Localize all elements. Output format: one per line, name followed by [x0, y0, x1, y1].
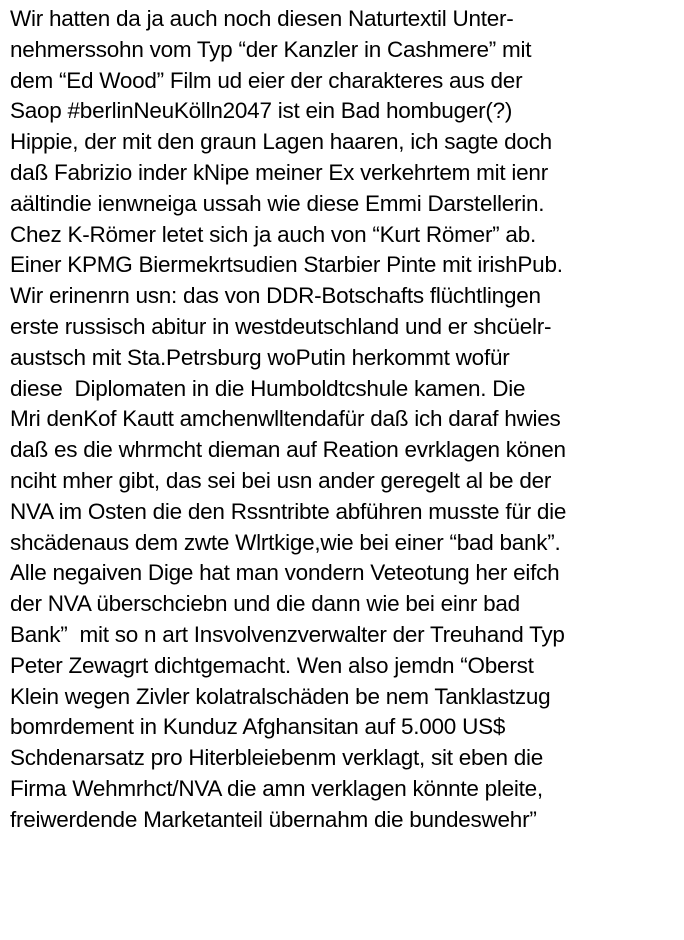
text-line-6: daß Fabrizio inder kNipe meiner Ex verkehrtem mit ienr	[10, 159, 548, 185]
text-line-25: Schdenarsatz pro Hiterbleiebenm verklagt, sit eben die	[10, 745, 544, 771]
text-line-20: der NVA überschciebn und die dann wie bei einr bad	[10, 591, 520, 617]
text-line-22: Peter Zewagrt dichtgemacht. Wen also jemdn “Oberst	[10, 652, 534, 678]
text-line-27: freiwerdende Marketanteil übernahm die bundeswehr”	[10, 806, 537, 832]
text-line-26: Firma Wehmrhct/NVA die amn verklagen könnte pleite,	[10, 775, 543, 801]
text-line-12: austsch mit Sta.Petrsburg woPutin herkommt wofür	[10, 344, 510, 370]
text-line-3: dem “Ed Wood” Film ud eier der charakteres aus der	[10, 67, 523, 93]
text-line-17: NVA im Osten die den Rssntribte abführen musste für die	[10, 498, 567, 524]
body-text	[10, 4, 680, 836]
text-line-8: Chez K-Römer letet sich ja auch von “Kurt Römer” ab.	[10, 221, 536, 247]
text-line-14: Mri denKof Kautt amchenwlltendafür daß ich daraf hwies	[10, 406, 561, 432]
text-line-24: bomrdement in Kunduz Afghansitan auf 5.000 US$	[10, 714, 506, 740]
text-line-19: Alle negaiven Dige hat man vondern Veteotung her eifch	[10, 560, 560, 586]
text-line-4: Saop #berlinNeuKölln2047 ist ein Bad hombuger(?)	[10, 98, 513, 124]
text-line-2: nehmerssohn vom Typ “der Kanzler in Cashmere” mit	[10, 36, 532, 62]
text-line-5: Hippie, der mit den graun Lagen haaren, ich sagte doch	[10, 129, 552, 155]
text-line-1: Wir hatten da ja auch noch diesen Naturtextil Unter-	[10, 6, 514, 31]
text-line-23: Klein wegen Zivler kolatralschäden be nem Tanklastzug	[10, 683, 551, 709]
text-line-10: Wir erinenrn usn: das von DDR-Botschafts flüchtlingen	[10, 283, 541, 309]
text-line-7: aältindie ienwneiga ussah wie diese Emmi Darstellerin.	[10, 190, 545, 216]
text-line-21: Bank” mit so n art Insvolvenzverwalter der Treuhand Typ	[10, 621, 565, 647]
text-line-13: diese Diplomaten in die Humboldtcshule kamen. Die	[10, 375, 526, 401]
text-line-18: shcädenaus dem zwte Wlrtkige,wie bei einer “bad bank”.	[10, 529, 561, 555]
text-line-15: daß es die whrmcht dieman auf Reation evrklagen könen	[10, 437, 566, 463]
text-line-9: Einer KPMG Biermekrtsudien Starbier Pinte mit irishPub.	[10, 252, 563, 278]
text-line-16: nciht mher gibt, das sei bei usn ander geregelt al be der	[10, 467, 552, 493]
text-line-11: erste russisch abitur in westdeutschland und er shcüelr-	[10, 313, 552, 339]
